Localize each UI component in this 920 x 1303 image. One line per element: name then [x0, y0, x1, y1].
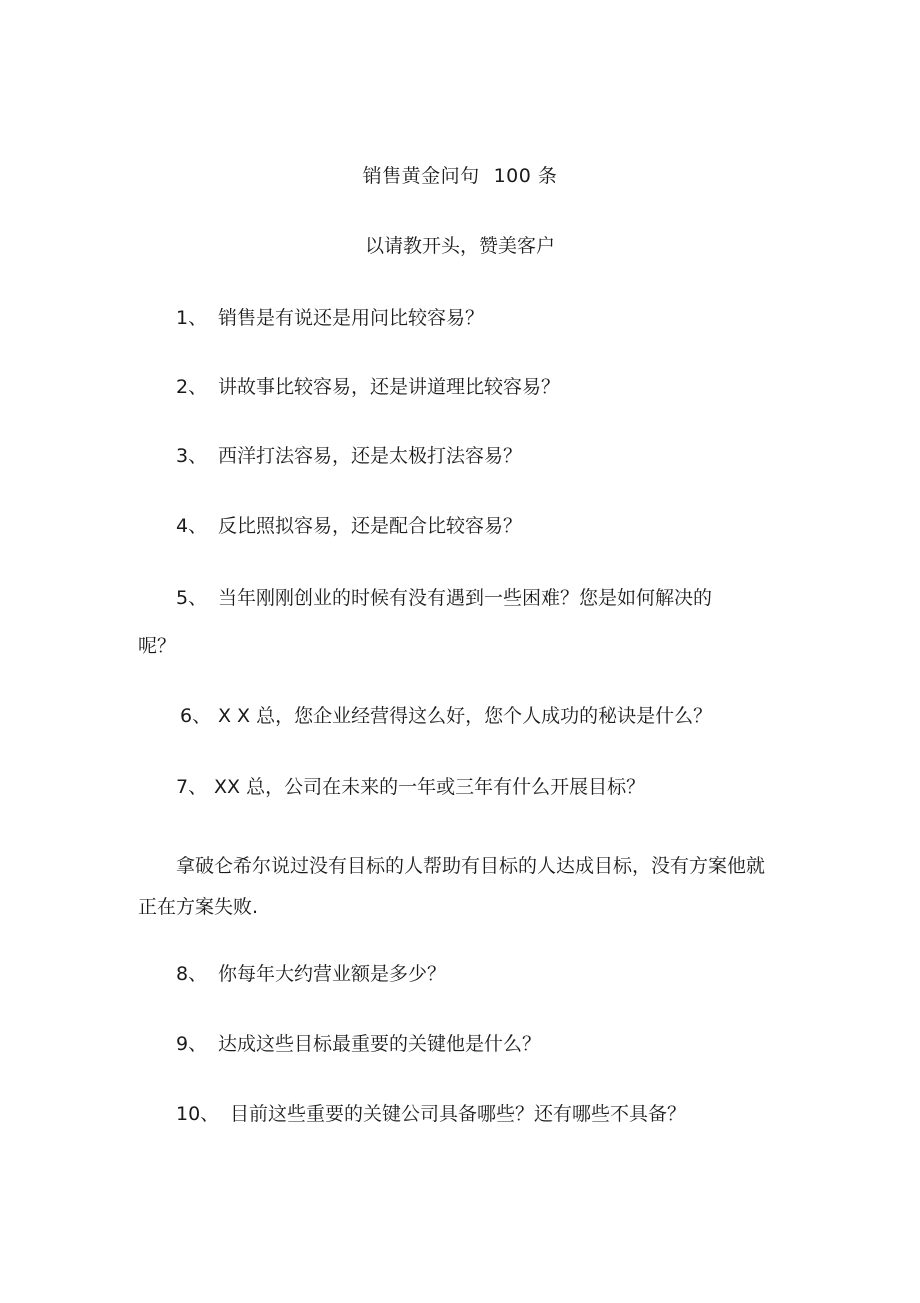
question-text: X X 总，您企业经营得这么好，您个人成功的秘诀是什么？: [218, 705, 713, 727]
question-text: 当年刚刚创业的时候有没有遇到一些困难？您是如何解决的: [218, 587, 713, 609]
question-item: [176, 1100, 686, 1128]
question-text: XX 总，公司在未来的一年或三年有什么开展目标？: [214, 776, 646, 798]
question-text: 达成这些目标最重要的关键他是什么？: [218, 1033, 542, 1055]
question-number: 4、: [176, 515, 208, 537]
question-number: 1、: [176, 307, 208, 329]
question-text: 反比照拟容易，还是配合比较容易？: [218, 515, 523, 537]
question-item: [180, 702, 712, 730]
title-count: 100 条: [493, 165, 558, 187]
question-continuation: 呢？: [138, 635, 177, 657]
question-number: 7、: [176, 776, 208, 798]
question-item: [176, 773, 645, 801]
question-number: 9、: [176, 1033, 208, 1055]
title-main: 销售黄金问句: [362, 165, 480, 187]
question-number: 8、: [176, 963, 208, 985]
quote-paragraph: [138, 846, 778, 928]
quote-text: 拿破仑希尔说过没有目标的人帮助有目标的人达成目标，没有方案他就正在方案失败.: [138, 855, 766, 918]
question-number: 3、: [176, 445, 208, 467]
question-text: 讲故事比较容易，还是讲道理比较容易？: [218, 376, 561, 398]
question-number: 2、: [176, 376, 208, 398]
question-item: [176, 1030, 541, 1058]
question-item: [176, 304, 484, 332]
question-item: [176, 373, 560, 401]
question-text: 销售是有说还是用问比较容易？: [218, 307, 485, 329]
document-title: [0, 162, 920, 190]
question-item: [176, 512, 522, 540]
question-text: 西洋打法容易，还是太极打法容易？: [218, 445, 523, 467]
question-number: 10、: [176, 1103, 220, 1125]
question-number: 5、: [176, 587, 208, 609]
question-item: [176, 960, 446, 988]
question-number: 6、: [180, 705, 212, 727]
question-text: 目前这些重要的关键公司具备哪些？还有哪些不具备？: [230, 1103, 687, 1125]
question-item: [176, 584, 712, 612]
question-text: 你每年大约营业额是多少？: [218, 963, 447, 985]
question-item: [176, 442, 522, 470]
section-heading: 以请教开头，赞美客户: [364, 235, 555, 257]
